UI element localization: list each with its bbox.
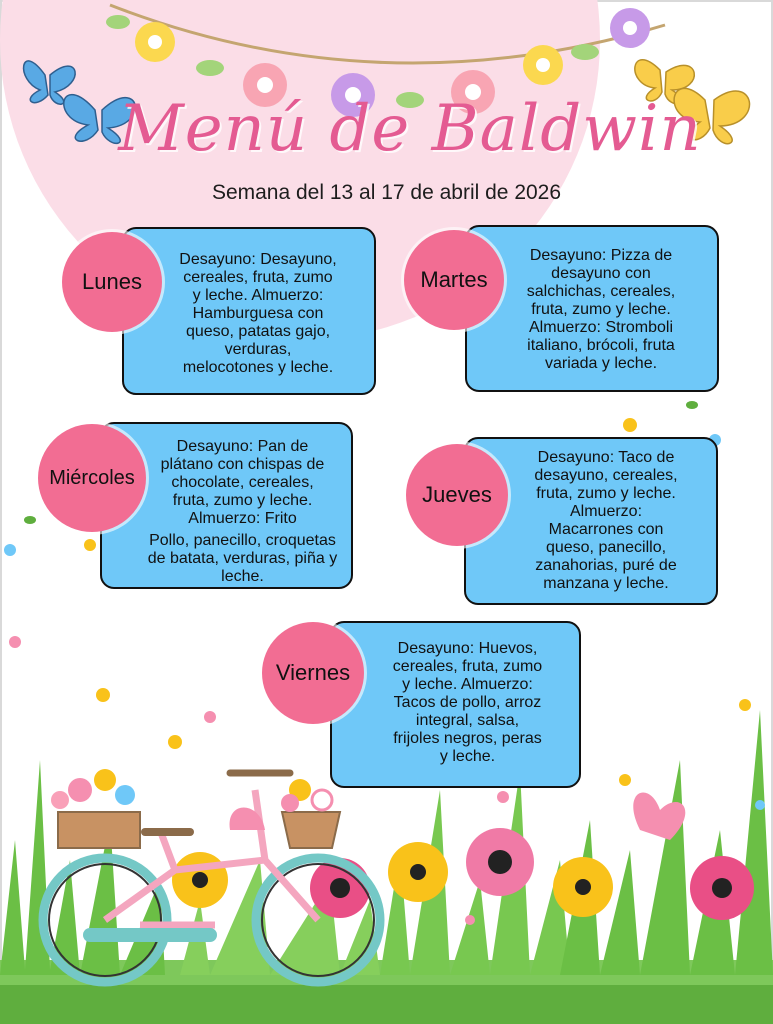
day-label: Jueves: [422, 482, 492, 507]
menu-line: fruta, zumo y leche.: [172, 492, 313, 509]
menu-line: desayuno, cereales,: [534, 467, 678, 484]
menu-line: Desayuno: Desayuno,: [179, 251, 337, 268]
day-circle-viernes: [262, 622, 364, 724]
menu-card-martes: [465, 225, 719, 392]
menu-line: fruta, zumo y leche.: [531, 301, 671, 318]
day-circle-jueves: [406, 444, 508, 546]
menu-line: melocotones y leche.: [182, 359, 334, 376]
menu-line: Desayuno: Pizza de: [529, 247, 673, 264]
menu-line: Almuerzo: Frito: [188, 510, 297, 527]
menu-line: Desayuno: Pan de: [176, 438, 309, 455]
menu-card-jueves: [464, 437, 718, 605]
menu-line: y leche.: [439, 748, 496, 765]
menu-line: fruta, zumo y leche.: [536, 485, 676, 502]
menu-line: leche.: [221, 568, 264, 585]
menu-line: frijoles negros, peras: [393, 730, 542, 747]
day-label: Viernes: [275, 660, 351, 685]
menu-line: chocolate, cereales,: [171, 474, 314, 491]
menu-line: desayuno con: [551, 265, 651, 282]
menu-line: Almuerzo: Stromboli: [528, 319, 674, 336]
menu-line: manzana y leche.: [543, 575, 669, 592]
menu-line: Desayuno: Huevos,: [397, 640, 538, 657]
menu-line: salchichas, cereales,: [526, 283, 676, 300]
menu-line: cereales, fruta, zumo: [183, 269, 333, 286]
menu-line: plátano con chispas de: [160, 456, 325, 473]
menu-line: zanahorias, puré de: [535, 557, 677, 574]
menu-line: de batata, verduras, piña y: [147, 550, 338, 567]
menu-line: Desayuno: Taco de: [537, 449, 675, 466]
menu-line: queso, panecillo,: [545, 539, 667, 556]
day-circle-martes: [404, 230, 504, 330]
menu-line: queso, patatas gajo,: [185, 323, 331, 340]
menu-line: Pollo, panecillo, croquetas: [149, 532, 336, 549]
menu-line: verduras,: [224, 341, 292, 358]
menu-card-viernes: [330, 621, 581, 788]
menu-line: Macarrones con: [548, 521, 664, 538]
menu-line: y leche. Almuerzo:: [402, 676, 533, 693]
menu-line: cereales, fruta, zumo: [392, 658, 543, 675]
menu-line: Hamburguesa con: [192, 305, 324, 322]
menu-line: italiano, brócoli, fruta: [527, 337, 675, 354]
page-title: Menú de Baldwin: [118, 92, 702, 166]
menu-line: y leche. Almuerzo:: [192, 287, 324, 304]
menu-line: variada y leche.: [544, 355, 658, 372]
day-label: Martes: [420, 267, 488, 292]
day-label: Miércoles: [49, 466, 135, 489]
day-circle-lunes: [62, 232, 162, 332]
day-circle-miercoles: [38, 424, 146, 532]
week-subtitle: Semana del 13 al 17 de abril de 2026: [211, 181, 562, 204]
menu-line: Tacos de pollo, arroz: [393, 694, 542, 711]
day-label: Lunes: [82, 269, 142, 294]
menu-line: integral, salsa,: [415, 712, 520, 729]
menu-line: Almuerzo:: [569, 503, 643, 520]
menu-card-lunes: [122, 227, 376, 395]
